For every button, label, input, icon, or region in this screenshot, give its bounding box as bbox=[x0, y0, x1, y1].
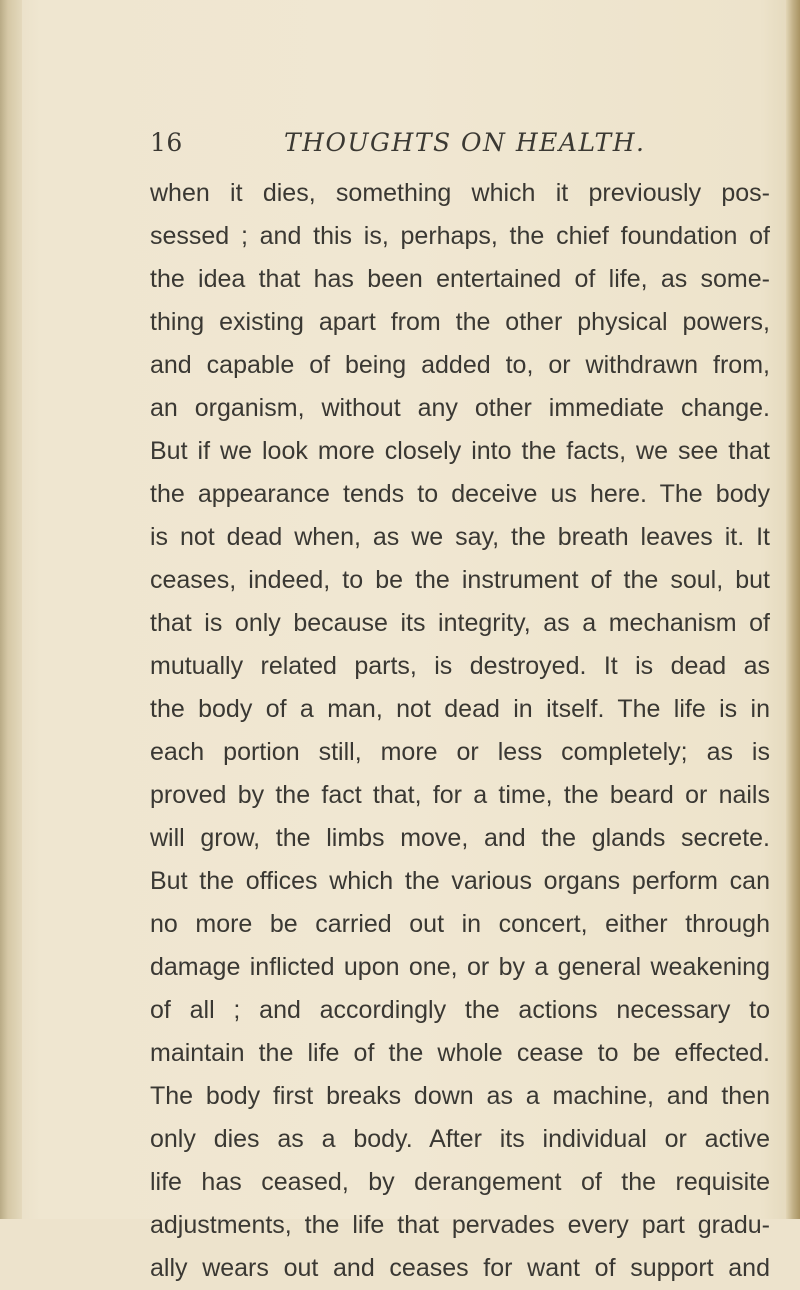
text-line: will grow, the limbs move, and the glands secrete. bbox=[150, 824, 770, 852]
text-line: of all ; and accordingly the actions necessary to bbox=[150, 996, 770, 1024]
text-line: ceases, indeed, to be the instrument of the soul, but bbox=[150, 566, 770, 594]
text-line: maintain the life of the whole cease to be effected. bbox=[150, 1039, 770, 1067]
running-head bbox=[150, 128, 770, 164]
page-binding-shadow bbox=[0, 0, 22, 1219]
page-edge bbox=[786, 0, 800, 1219]
text-line: sessed ; and this is, perhaps, the chief foundation of bbox=[150, 222, 770, 250]
running-title: THOUGHTS ON HEALTH. bbox=[284, 128, 646, 157]
text-line: that is only because its integrity, as a mechanism of bbox=[150, 609, 770, 637]
text-line: the appearance tends to deceive us here. The body bbox=[150, 480, 770, 508]
text-line: mutually related parts, is destroyed. It is dead as bbox=[150, 652, 770, 680]
text-line: The body first breaks down as a machine, and then bbox=[150, 1082, 770, 1110]
text-line: no more be carried out in concert, either through bbox=[150, 910, 770, 938]
text-line: But if we look more closely into the facts, we see that bbox=[150, 437, 770, 465]
text-line: is not dead when, as we say, the breath leaves it. It bbox=[150, 523, 770, 551]
text-line: thing existing apart from the other physical powers, bbox=[150, 308, 770, 336]
text-line: adjustments, the life that pervades every part gradu- bbox=[150, 1211, 770, 1239]
text-line: But the offices which the various organs perform can bbox=[150, 867, 770, 895]
text-line: only dies as a body. After its individual or active bbox=[150, 1125, 770, 1153]
text-line: each portion still, more or less completely; as is bbox=[150, 738, 770, 766]
page-number: 16 bbox=[150, 128, 183, 157]
text-line: the idea that has been entertained of life, as some- bbox=[150, 265, 770, 293]
text-line: an organism, without any other immediate change. bbox=[150, 394, 770, 422]
text-line: ally wears out and ceases for want of support and bbox=[150, 1254, 770, 1282]
text-line: the body of a man, not dead in itself. The life is in bbox=[150, 695, 770, 723]
text-line: damage inflicted upon one, or by a general weakening bbox=[150, 953, 770, 981]
text-line: proved by the fact that, for a time, the beard or nails bbox=[150, 781, 770, 809]
body-text bbox=[150, 172, 770, 1290]
text-line: when it dies, something which it previously pos- bbox=[150, 179, 770, 207]
text-line: and capable of being added to, or withdrawn from, bbox=[150, 351, 770, 379]
text-line: life has ceased, by derangement of the requisite bbox=[150, 1168, 770, 1196]
